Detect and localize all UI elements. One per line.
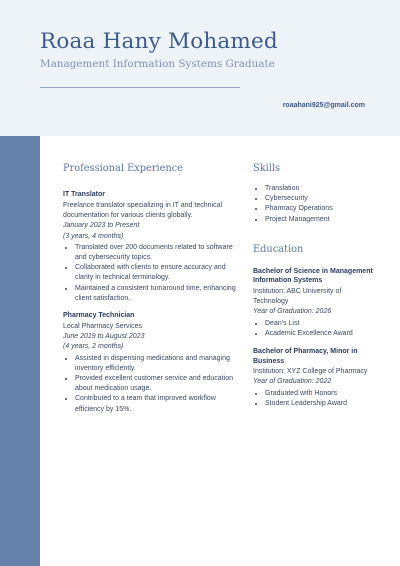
job-bullets [63,354,243,415]
email-address: roaahani925@gmail.com [282,102,365,109]
skill-item: • Translation [265,184,373,194]
experience-heading: Professional Experience [63,163,184,174]
honor-item: • Academic Excellence Award [265,329,373,339]
graduation-year: Year of Graduation: 2026 [253,308,332,316]
institution: Institution: XYZ College of Pharmacy [253,368,368,376]
honor-item: • Dean's List [265,319,373,329]
right-column [253,163,373,409]
header-band [0,0,400,136]
candidate-name: Roaa Hany Mohamed [40,29,278,54]
honors-list [253,389,373,409]
job-description: Local Pharmacy Services [63,323,142,331]
skill-item: • Project Management [265,215,373,225]
job-title: IT Translator [63,191,106,198]
header-divider [40,87,240,88]
skill-item: • Pharmacy Operations [265,204,373,214]
job-bullet: • Translated over 200 documents related to software and cybersecurity topics. [75,243,243,263]
degree-title: Bachelor of Pharmacy, Minor in Business [253,348,358,365]
education-section [253,244,373,409]
skills-heading: Skills [253,163,281,174]
job-bullet: • Collaborated with clients to ensure accuracy and clarity in technical terminology. [75,263,243,283]
job-dates: June 2019 to August 2023 [63,333,145,341]
decorative-sidebar [0,136,40,566]
honors-list [253,319,373,339]
job-bullet: • Assisted in dispensing medications and managing inventory efficiently. [75,354,243,374]
skills-section [253,163,373,225]
job-description: Freelance translator specializing in IT and technical documentation for various clients globally. [63,202,223,220]
job-duration: (4 years, 2 months) [63,343,124,351]
experience-section [63,163,243,415]
job-bullets [63,243,243,304]
job-entry [63,312,243,415]
honor-item: • Graduated with Honors [265,389,373,399]
job-dates: January 2023 to Present [63,222,140,230]
skill-item: • Cybersecurity [265,194,373,204]
institution: Institution: ABC University of Technology [253,288,342,306]
degree-title: Bachelor of Science in Management Information Systems [253,267,373,285]
honor-item: • Student Leadership Award [265,399,373,409]
graduation-year: Year of Graduation: 2022 [253,378,332,386]
job-bullet: • Contributed to a team that improved workflow efficiency by 15%. [75,394,243,414]
education-entry [253,347,373,409]
job-duration: (3 years, 4 months) [63,232,124,240]
job-title: Pharmacy Technician [63,312,135,320]
job-bullet: • Maintained a consistent turnaround time, enhancing client satisfaction. [75,284,243,304]
skills-list [253,184,373,225]
candidate-subtitle: Management Information Systems Graduate [40,58,275,70]
job-entry [63,191,243,304]
job-bullet: • Provided excellent customer service and education about medication usage. [75,374,243,394]
education-heading: Education [253,243,304,255]
education-entry [253,267,373,339]
